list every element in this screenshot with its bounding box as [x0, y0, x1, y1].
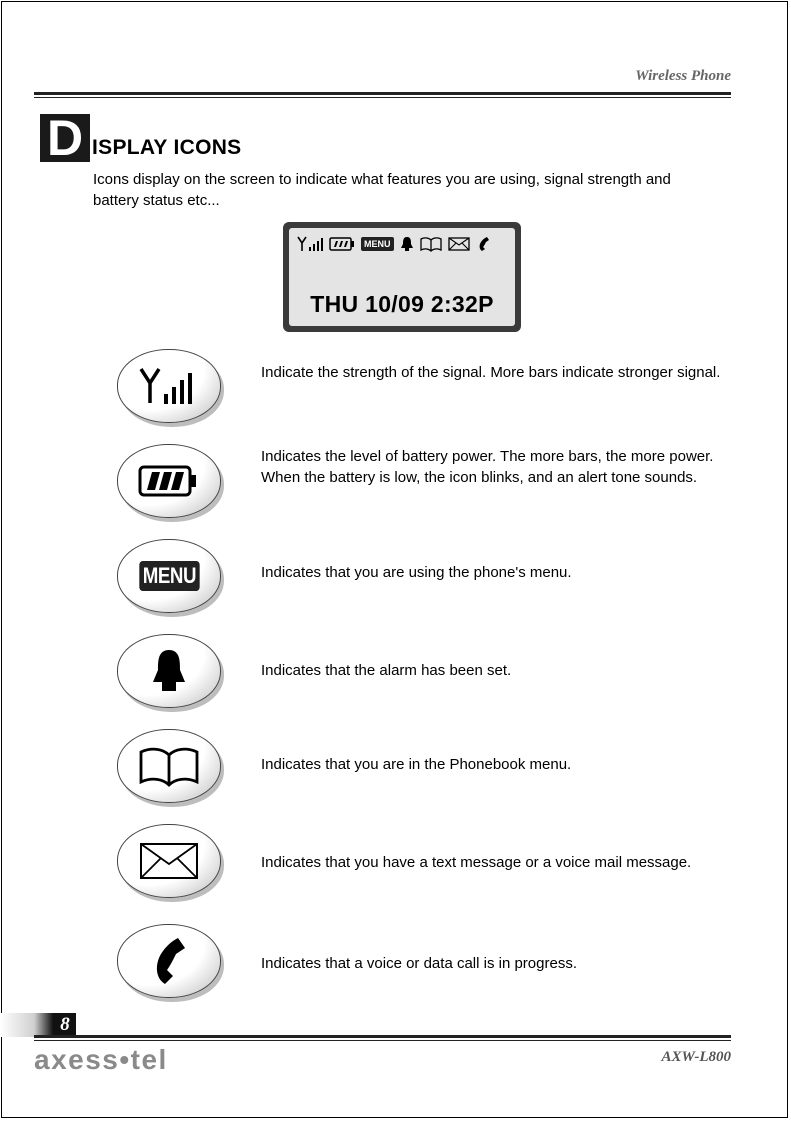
call-handset-icon	[476, 236, 490, 252]
call-description: Indicates that a voice or data call is in progress.	[261, 955, 577, 972]
header-rule-thin	[34, 97, 731, 98]
battery-description: Indicates the level of battery power. The more bars, the more power. When the battery is low, the icon blinks, and an alert tone sounds.	[261, 448, 714, 486]
menu-icon: MENU	[361, 237, 394, 251]
model-name: AXW-L800	[661, 1049, 731, 1065]
lcd-time: THU 10/09 2:32P	[310, 291, 494, 317]
brand-logo: axess•tel	[34, 1044, 168, 1075]
envelope-icon	[448, 237, 470, 251]
signal-icon-badge	[117, 349, 221, 423]
page-number: 8	[60, 1014, 70, 1035]
battery-icon	[138, 464, 200, 498]
phonebook-description: Indicates that you are in the Phonebook menu.	[261, 756, 572, 773]
header-rule	[34, 92, 731, 95]
section-title: ISPLAY ICONS	[92, 136, 242, 159]
signal-description: Indicate the strength of the signal. More bars indicate stronger signal.	[261, 364, 721, 381]
alarm-description: Indicates that the alarm has been set.	[261, 662, 512, 679]
lcd-screen	[289, 228, 515, 326]
phonebook-icon	[420, 236, 442, 252]
footer-rule-thin	[34, 1040, 731, 1041]
header-title: Wireless Phone	[635, 68, 731, 84]
intro-text: Icons display on the screen to indicate what features you are using, signal strength and battery status etc...	[93, 171, 671, 209]
call-icon-badge	[117, 924, 221, 998]
lcd-display	[283, 222, 521, 332]
alarm-icon-badge	[117, 634, 221, 708]
menu-icon-badge	[117, 539, 221, 613]
menu-description: Indicates that you are using the phone's menu.	[261, 564, 572, 581]
alarm-bell-icon	[400, 236, 414, 252]
battery-icon-badge	[117, 444, 221, 518]
drop-cap: D	[40, 114, 90, 162]
signal-icon	[297, 236, 323, 252]
menu-icon: MENU	[139, 561, 199, 591]
signal-icon	[139, 365, 199, 407]
battery-icon	[329, 237, 355, 251]
phonebook-icon-badge	[117, 729, 221, 803]
phonebook-icon	[138, 745, 200, 787]
envelope-icon-badge	[117, 824, 221, 898]
call-handset-icon	[151, 936, 187, 986]
lcd-status-icons	[297, 236, 490, 252]
envelope-description: Indicates that you have a text message or a voice mail message.	[261, 854, 692, 871]
envelope-icon	[138, 841, 200, 881]
footer-rule	[34, 1035, 731, 1038]
alarm-bell-icon	[149, 646, 189, 696]
